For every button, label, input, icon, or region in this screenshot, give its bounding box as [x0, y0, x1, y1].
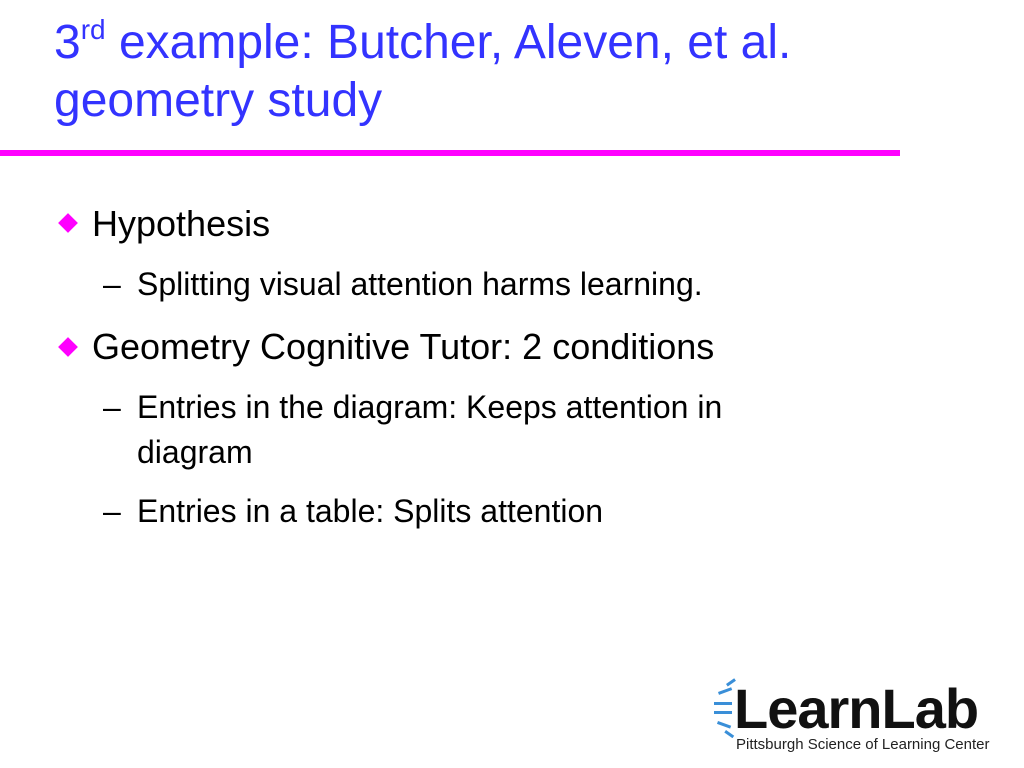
title-number: 3 — [54, 16, 81, 69]
sub-bullet-splitting: Splitting visual attention harms learning. — [137, 266, 703, 302]
title-text: example: Butcher, Aleven, et al. — [105, 16, 792, 69]
dash-icon: – — [103, 389, 121, 425]
logo-subtitle: Pittsburgh Science of Learning Center — [736, 736, 990, 753]
title-superscript: rd — [80, 14, 106, 45]
dash-icon: – — [103, 266, 121, 302]
sub-bullet-diagram-cont: diagram — [137, 434, 253, 470]
bullet-hypothesis: Hypothesis — [92, 203, 271, 244]
sub-bullet-diagram: Entries in the diagram: Keeps attention in — [137, 389, 723, 425]
sub-bullet-table: Entries in a table: Splits attention — [137, 493, 604, 529]
logo-name: LearnLab — [734, 677, 979, 740]
dash-icon: – — [103, 493, 121, 529]
slide-title — [54, 14, 994, 130]
title-divider — [0, 150, 900, 156]
diamond-bullet-icon — [58, 213, 78, 233]
diamond-bullet-icon — [58, 337, 78, 357]
title-line-2: geometry study — [54, 74, 383, 127]
bullet-geometry-tutor: Geometry Cognitive Tutor: 2 conditions — [92, 326, 715, 367]
learnlab-logo — [704, 678, 1004, 758]
